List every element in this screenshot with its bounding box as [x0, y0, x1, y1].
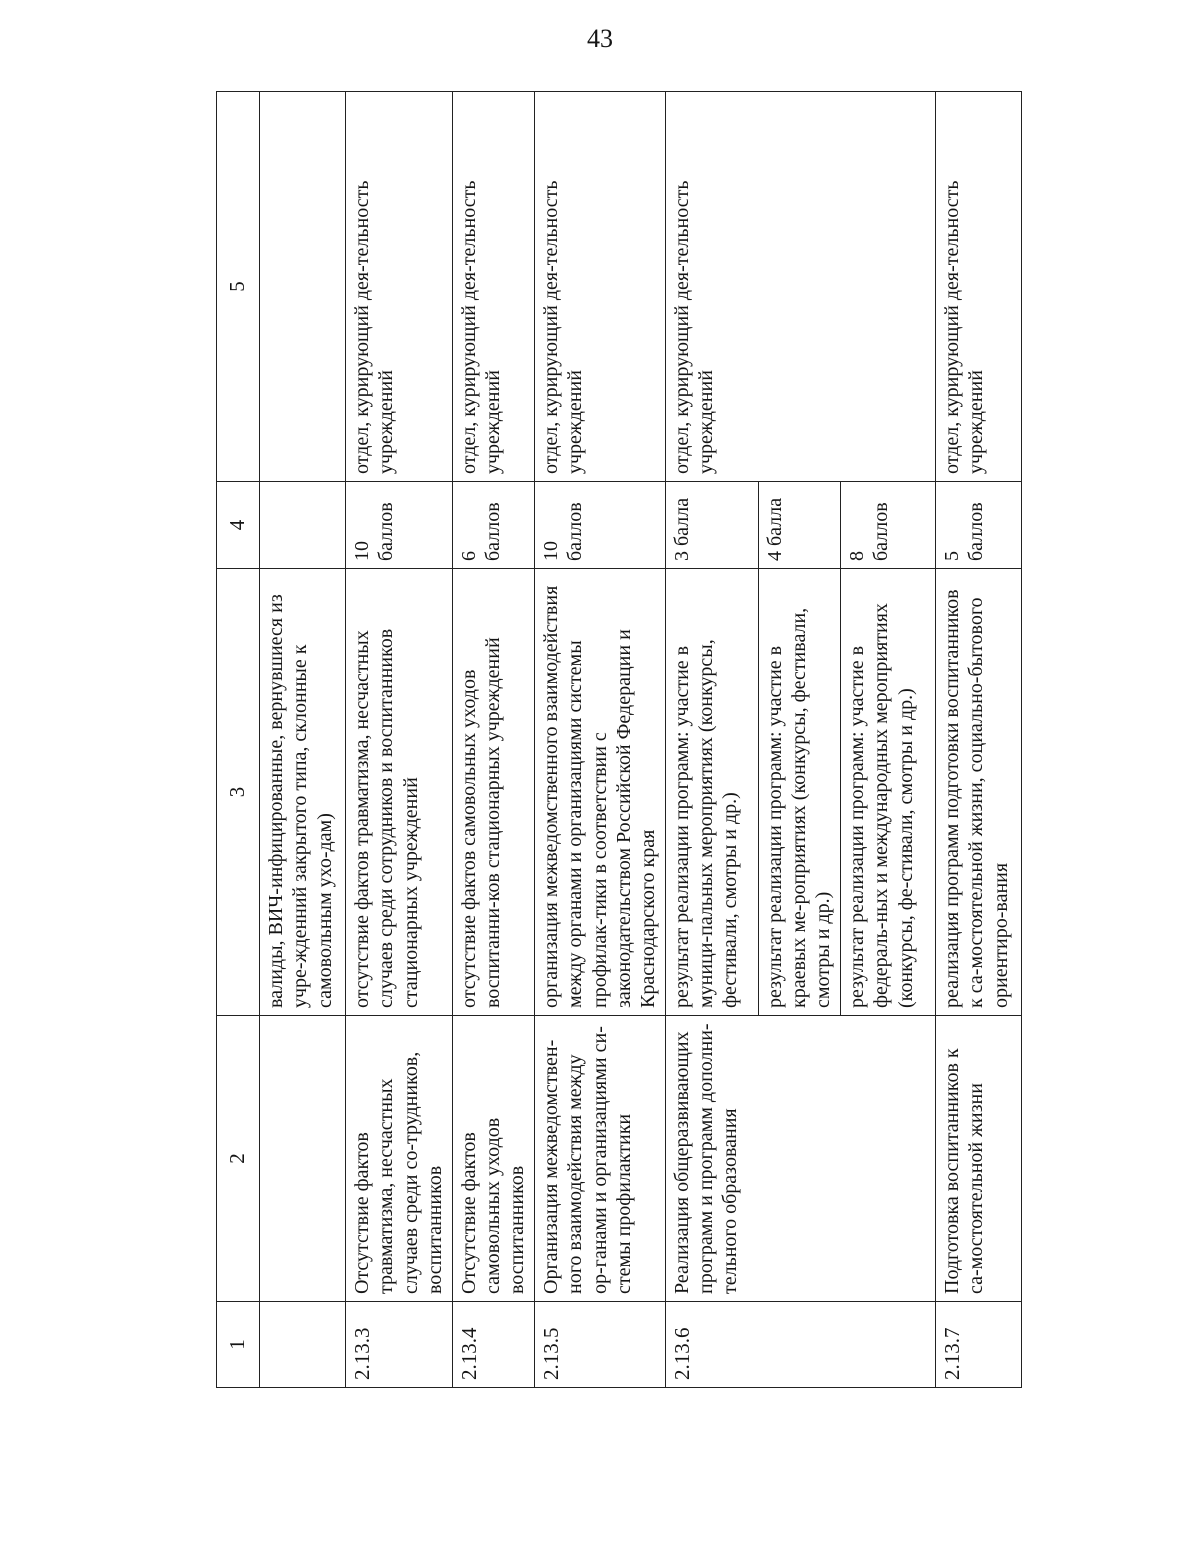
responsible-cell: отдел, курирующий дея-тельность учреждений [665, 92, 935, 482]
table-row [935, 92, 1021, 1388]
indicator-cell: Подготовка воспитанников к са-мостоятельной жизни [935, 1016, 1021, 1302]
score-cell: 3 балла [665, 482, 758, 569]
row-number: 2.13.3 [346, 1302, 453, 1388]
responsible-cell [260, 92, 346, 482]
row-number [260, 1302, 346, 1388]
table-row [452, 92, 534, 1388]
column-header: 2 [217, 1016, 260, 1302]
responsible-cell: отдел, курирующий дея-тельность учреждений [346, 92, 453, 482]
score-cell: 8 баллов [840, 482, 935, 569]
table-row [260, 92, 346, 1388]
row-number: 2.13.5 [534, 1302, 665, 1388]
criterion-cell: результат реализации программ: участие в муници-пальных мероприятиях (конкурсы, фестивали, смотры и др.) [665, 569, 758, 1016]
indicator-cell [260, 1016, 346, 1302]
table-row [665, 92, 758, 1388]
score-cell: 10 баллов [534, 482, 665, 569]
indicator-cell: Реализация общеразвивающих программ и программ дополни-тельного образования [665, 1016, 935, 1302]
column-header: 3 [217, 569, 260, 1016]
table-row [534, 92, 665, 1388]
indicator-cell: Организация межведомствен-ного взаимодействия между ор-ганами и организациями си-стемы профилактики [534, 1016, 665, 1302]
responsible-cell: отдел, курирующий дея-тельность учреждений [935, 92, 1021, 482]
indicator-cell: Отсутствие фактов травматизма, несчастных случаев среди со-трудников, воспитанников [346, 1016, 453, 1302]
table-row [346, 92, 453, 1388]
score-cell: 6 баллов [452, 482, 534, 569]
row-number: 2.13.4 [452, 1302, 534, 1388]
criterion-cell: организация межведомственного взаимодействия между органами и организациями системы профилак-тики в соответствии с законодательством Российской Федерации и Краснодарского края [534, 569, 665, 1016]
page-number: 43 [587, 24, 613, 53]
criteria-table [216, 91, 1022, 1388]
indicator-cell: Отсутствие фактов самовольных уходов воспитанников [452, 1016, 534, 1302]
criterion-cell: отсутствие фактов самовольных уходов воспитанни-ков стационарных учреждений [452, 569, 534, 1016]
row-number: 2.13.7 [935, 1302, 1021, 1388]
score-cell: 4 балла [758, 482, 840, 569]
rotated-table-wrapper [216, 92, 1012, 1388]
score-cell: 5 баллов [935, 482, 1021, 569]
row-number: 2.13.6 [665, 1302, 935, 1388]
score-cell: 10 баллов [346, 482, 453, 569]
score-cell [260, 482, 346, 569]
criterion-cell: результат реализации программ: участие в федераль-ных и международных мероприятиях (конкурсы, фе-стивали, смотры и др.) [840, 569, 935, 1016]
responsible-cell: отдел, курирующий дея-тельность учреждений [452, 92, 534, 482]
criterion-cell: реализация программ подготовки воспитанников к са-мостоятельной жизни, социально-бытового ориентиро-вания [935, 569, 1021, 1016]
criterion-cell: результат реализации программ: участие в краевых ме-роприятиях (конкурсы, фестивали, смотры и др.) [758, 569, 840, 1016]
header-row [217, 92, 260, 1388]
column-header: 5 [217, 92, 260, 482]
responsible-cell: отдел, курирующий дея-тельность учреждений [534, 92, 665, 482]
column-header: 4 [217, 482, 260, 569]
criterion-cell: отсутствие фактов травматизма, несчастных случаев среди сотрудников и воспитанников стационарных учреждений [346, 569, 453, 1016]
column-header: 1 [217, 1302, 260, 1388]
criterion-cell: валиды, ВИЧ-инфицированные, вернувшиеся из учре-жденний закрытого типа, склонные к самовольным ухо-дам) [260, 569, 346, 1016]
